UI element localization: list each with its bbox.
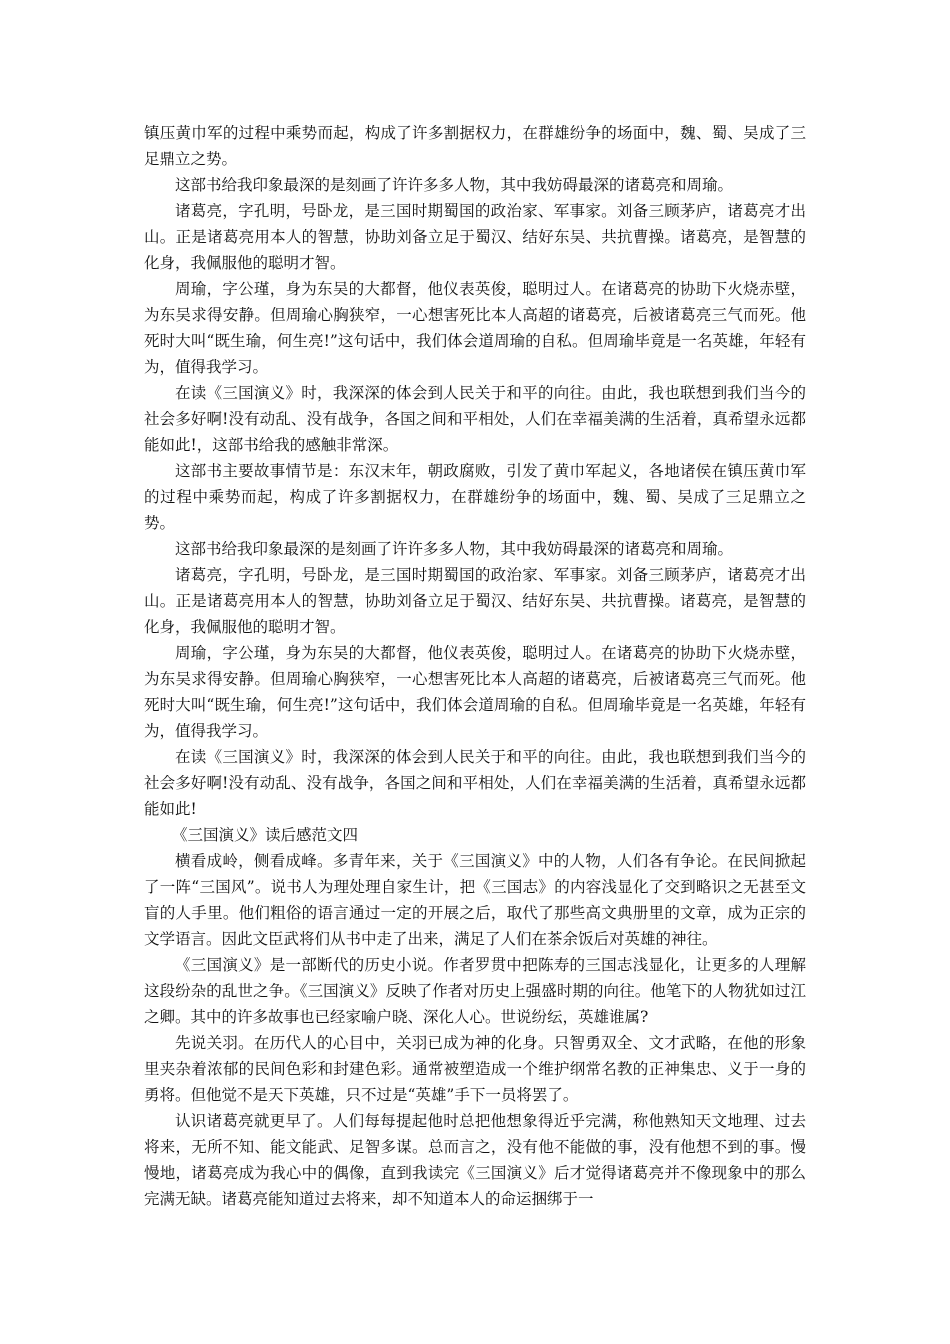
paragraph: 诸葛亮，字孔明，号卧龙，是三国时期蜀国的政治家、军事家。刘备三顾茅庐，诸葛亮才出山。正是诸葛亮用本人的智慧，协助刘备立足于蜀汉、结好东吴、共抗曹操。诸葛亮，是智慧的化身，我佩服他的聪明才智。 xyxy=(144,202,806,272)
paragraph: 这部书给我印象最深的是刻画了许许多多人物，其中我妨碍最深的诸葛亮和周瑜。 xyxy=(175,176,734,194)
paragraph: 镇压黄巾军的过程中乘势而起，构成了许多割据权力，在群雄纷争的场面中，魏、蜀、吴成了三足鼎立之势。 xyxy=(144,124,806,168)
document-page xyxy=(144,120,806,1212)
paragraph: 在读《三国演义》时，我深深的体会到人民关于和平的向往。由此，我也联想到我们当今的社会多好啊!没有动乱、没有战争，各国之间和平相处，人们在幸福美满的生活着，真希望永远都能如此!，这部书给我的感触非常深。 xyxy=(144,384,806,454)
paragraph: 《三国演义》是一部断代的历史小说。作者罗贯中把陈寿的三国志浅显化，让更多的人理解这段纷杂的乱世之争。《三国演义》反映了作者对历史上强盛时期的向往。他笔下的人物犹如过江之卿。其中的许多故事也已经家喻户晓、深化人心。世说纷纭，英雄谁属? xyxy=(144,956,806,1026)
paragraph: 先说关羽。在历代人的心目中，关羽已成为神的化身。只智勇双全、文才武略，在他的形象里夹杂着浓郁的民间色彩和封建色彩。通常被塑造成一个维护纲常名教的正神集忠、义于一身的勇将。但他觉不是天下英雄，只不过是“英雄”手下一员将罢了。 xyxy=(144,1034,806,1104)
section-heading: 《三国演义》读后感范文四 xyxy=(172,826,359,844)
paragraph: 认识诸葛亮就更早了。人们每每提起他时总把他想象得近乎完满，称他熟知天文地理、过去将来，无所不知、能文能武、足智多谋。总而言之，没有他不能做的事，没有他想不到的事。慢慢地，诸葛亮成为我心中的偶像，直到我读完《三国演义》后才觉得诸葛亮并不像现象中的那么完满无缺。诸葛亮能知道过去将来，却不知道本人的命运捆绑于一 xyxy=(144,1112,806,1208)
paragraph: 周瑜，字公瑾，身为东吴的大都督，他仪表英俊，聪明过人。在诸葛亮的协助下火烧赤壁，为东吴求得安静。但周瑜心胸狭窄，一心想害死比本人高超的诸葛亮，后被诸葛亮三气而死。他死时大叫“既生瑜，何生亮!”这句话中，我们体会道周瑜的自私。但周瑜毕竟是一名英雄，年轻有为，值得我学习。 xyxy=(144,280,806,376)
paragraph: 诸葛亮，字孔明，号卧龙，是三国时期蜀国的政治家、军事家。刘备三顾茅庐，诸葛亮才出山。正是诸葛亮用本人的智慧，协助刘备立足于蜀汉、结好东吴、共抗曹操。诸葛亮，是智慧的化身，我佩服他的聪明才智。 xyxy=(144,566,806,636)
paragraph: 在读《三国演义》时，我深深的体会到人民关于和平的向往。由此，我也联想到我们当今的社会多好啊!没有动乱、没有战争，各国之间和平相处，人们在幸福美满的生活着，真希望永远都能如此! xyxy=(144,748,806,818)
paragraph: 这部书给我印象最深的是刻画了许许多多人物，其中我妨碍最深的诸葛亮和周瑜。 xyxy=(175,540,734,558)
paragraph: 周瑜，字公瑾，身为东吴的大都督，他仪表英俊，聪明过人。在诸葛亮的协助下火烧赤壁，为东吴求得安静。但周瑜心胸狭窄，一心想害死比本人高超的诸葛亮，后被诸葛亮三气而死。他死时大叫“既生瑜，何生亮!”这句话中，我们体会道周瑜的自私。但周瑜毕竟是一名英雄，年轻有为，值得我学习。 xyxy=(144,644,806,740)
paragraph: 这部书主要故事情节是：东汉末年，朝政腐败，引发了黄巾军起义，各地诸侯在镇压黄巾军的过程中乘势而起，构成了许多割据权力，在群雄纷争的场面中，魏、蜀、吴成了三足鼎立之势。 xyxy=(144,462,806,532)
paragraph: 横看成岭，侧看成峰。多青年来，关于《三国演义》中的人物，人们各有争论。在民间掀起了一阵“三国风”。说书人为理处理自家生计，把《三国志》的内容浅显化了交到略识之无甚至文盲的人手里。他们粗俗的语言通过一定的开展之后，取代了那些高文典册里的文章，成为正宗的文学语言。因此文臣武将们从书中走了出来，满足了人们在茶余饭后对英雄的神往。 xyxy=(144,852,806,948)
